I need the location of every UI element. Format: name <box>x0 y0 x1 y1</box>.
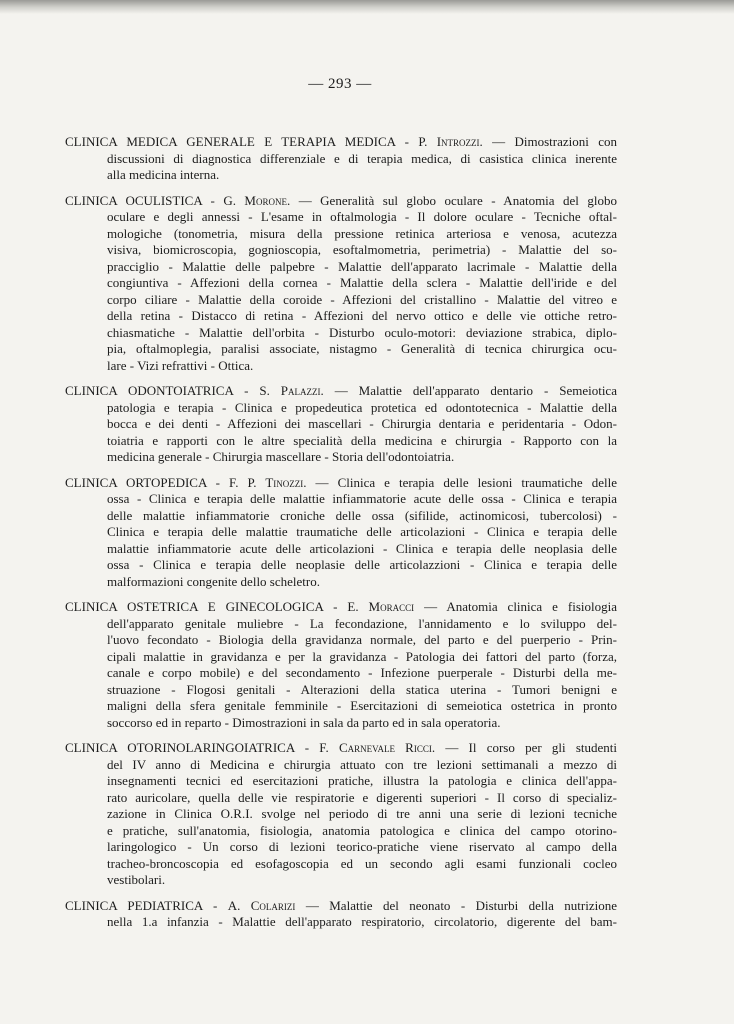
course-entry <box>65 193 617 375</box>
entry-line: bocca e dei denti - Affezioni dei mascellari - Chirurgia dentaria e peridentaria - Odon- <box>107 416 617 431</box>
course-title: CLINICA ORTOPEDICA - <box>65 474 230 490</box>
entry-line: discussioni di diagnostica differenziale e di terapia medica, di casistica clinica inerente <box>107 150 617 166</box>
entry-line: maligni della sfera genitale femminile - Esercitazioni di semeiotica ostetrica in pronto <box>107 698 617 713</box>
entry-line: corpo ciliare - Malattie della coroide - Affezioni del cristallino - Malattie del vitreo e <box>107 291 617 307</box>
entry-line: congiuntiva - Affezioni della cornea - Malattie della sclera - Malattie dell'iride e del <box>107 275 617 290</box>
entry-line: oculare e degli annessi - L'esame in oftalmologia - Il dolore oculare - Tecniche oftal- <box>107 209 617 224</box>
entry-line: malformazioni congenite dello scheletro. <box>107 573 320 589</box>
course-entry <box>65 740 617 889</box>
entry-line: zazione in Clinica O.R.I. svolge nel periodo di tre anni una serie di lezioni tecniche <box>107 806 617 821</box>
entry-line: Clinica e terapia delle malattie traumatiche delle articolazioni - Clinica e terapia delle <box>107 524 617 539</box>
course-entry <box>65 475 617 591</box>
entry-first-line <box>65 475 617 492</box>
entry-line: ossa - Clinica e terapia delle neoplasie delle articolazzioni - Clinica e terapia delle <box>107 557 617 572</box>
course-author: F. Carnevale Ricci. <box>319 740 436 755</box>
entry-first-line <box>65 193 617 210</box>
course-author: G. Morone. <box>223 192 291 208</box>
entry-line: della retina - Distacco di retina - Affezioni del nervo ottico e delle vie ottiche retro- <box>107 308 617 323</box>
course-author: S. Palazzi. <box>259 383 324 398</box>
entry-first-line <box>65 740 617 757</box>
page-number: — 293 — <box>308 76 372 92</box>
course-author: E. Moracci <box>347 599 415 614</box>
entry-line: toiatria e rapporti con le altre specialità della medicina e chirurgia - Rapporto con la <box>107 432 617 448</box>
course-title: CLINICA ODONTOIATRICA - <box>65 383 260 398</box>
document-body <box>65 134 617 940</box>
entry-line: pia, oftalmoplegia, paralisi associate, nistagmo - Generalità di tecnica chirurgica ocu- <box>107 341 617 356</box>
entry-line: l'uovo fecondato - Biologia della gravidanza normale, del parto e del puerperio - Prin- <box>107 632 617 647</box>
entry-line: dell'apparato genitale muliebre - La fecondazione, l'annidamento e lo sviluppo del- <box>107 615 617 631</box>
entry-text: — Anatomia clinica e fisiologia <box>414 599 617 614</box>
course-author: P. Introzzi. <box>418 134 483 149</box>
entry-line: tracheo-broncoscopia ed esofagoscopia ed un secondo agli esami funzionali cocleo <box>107 855 617 871</box>
entry-text: — Malattie dell'apparato dentario - Semeiotica <box>323 383 617 398</box>
course-title: CLINICA OSTETRICA E GINECOLOGICA - <box>65 599 348 614</box>
entry-line: struazione - Flogosi genitali - Alterazioni della statica uterina - Tumori benigni e <box>107 681 617 697</box>
course-entry <box>65 134 617 184</box>
entry-text: — Clinica e terapia delle lesioni traumatiche delle <box>306 474 617 490</box>
course-title: CLINICA OCULISTICA - <box>65 192 224 208</box>
entry-line: patologia e terapia - Clinica e propedeutica protetica ed odontotecnica - Malattie della <box>107 399 617 415</box>
entry-line: del IV anno di Medicina e chirurgia attuato con tre lezioni settimanali a mezzo di <box>107 756 617 772</box>
course-entry <box>65 383 617 466</box>
entry-line: cipali malattie in gravidanza e per la gravidanza - Patologia dei fattori del parto (forza, <box>107 648 617 664</box>
entry-text: — Generalità sul globo oculare - Anatomia del globo <box>290 192 617 208</box>
entry-line: chiasmatiche - Malattie dell'orbita - Disturbo oculo-motori: deviazione strabica, diplo- <box>107 324 617 340</box>
entry-line: canale e corpo mobile) e del secondamento - Infezione puerperale - Disturbi della me- <box>107 665 617 680</box>
course-title: CLINICA PEDIATRICA - <box>65 897 228 913</box>
entry-line: nella 1.a infanzia - Malattie dell'apparato respiratorio, circolatorio, digerente del bam- <box>107 914 617 929</box>
course-title: CLINICA OTORINOLARINGOIATRICA - <box>65 740 320 755</box>
entry-line: laringologico - Un corso di lezioni teorico-pratiche viene riservato al campo della <box>107 839 617 854</box>
entry-text: — Malattie del neonato - Disturbi della nutrizione <box>295 897 617 913</box>
entry-text: — Dimostrazioni con <box>482 134 617 149</box>
entry-line: visiva, biomicroscopia, gognioscopia, esoftalmometria, perimetria) - Malattie del so- <box>107 242 617 257</box>
entry-line: alla medicina interna. <box>107 167 220 182</box>
entry-line: insegnamenti tecnici ed esercitazioni pratiche, illustra la patologia e clinica dell'appa- <box>107 773 617 788</box>
scan-top-edge <box>0 0 734 14</box>
entry-first-line <box>65 898 617 915</box>
entry-line: mologiche (tonometria, misura della pressione retinica arteriosa e venosa, acutezza <box>107 225 617 241</box>
entry-line: pracciglio - Malattie delle palpebre - Malattie dell'apparato lacrimale - Malattie della <box>107 258 617 274</box>
course-author: F. P. Tinozzi. <box>229 474 307 490</box>
entry-first-line <box>65 383 617 400</box>
entry-line: e pratiche, sull'anatomia, fisiologia, anatomia patologica e clinica del campo otorino- <box>107 822 617 838</box>
entry-line: delle malattie infiammatorie croniche delle ossa (sifilide, actinomicosi, tubercolosi) - <box>107 507 617 523</box>
course-author: A. Colarizi <box>227 897 296 913</box>
entry-line: soccorso ed in reparto - Dimostrazioni in sala da parto ed in sala operatoria. <box>107 714 501 730</box>
entry-line: rato auricolare, quella delle vie respiratorie e digerenti superiori - Il corso di specializ- <box>107 789 617 805</box>
entry-first-line <box>65 134 617 151</box>
entry-line: medicina generale - Chirurgia mascellare - Storia dell'odontoiatria. <box>107 449 455 464</box>
course-title: CLINICA MEDICA GENERALE E TERAPIA MEDICA - <box>65 134 419 149</box>
course-entry <box>65 898 617 931</box>
entry-text: — Il corso per gli studenti <box>435 740 617 755</box>
entry-first-line <box>65 599 617 616</box>
entry-line: vestibolari. <box>107 872 166 887</box>
course-entry <box>65 599 617 731</box>
entry-line: ossa - Clinica e terapia delle malattie infiammatorie acute delle ossa - Clinica e terapia <box>107 491 617 506</box>
entry-line: lare - Vizi refrattivi - Ottica. <box>107 357 254 373</box>
entry-line: malattie infiammatorie acute delle articolazioni - Clinica e terapia delle neoplasia delle <box>107 540 617 556</box>
